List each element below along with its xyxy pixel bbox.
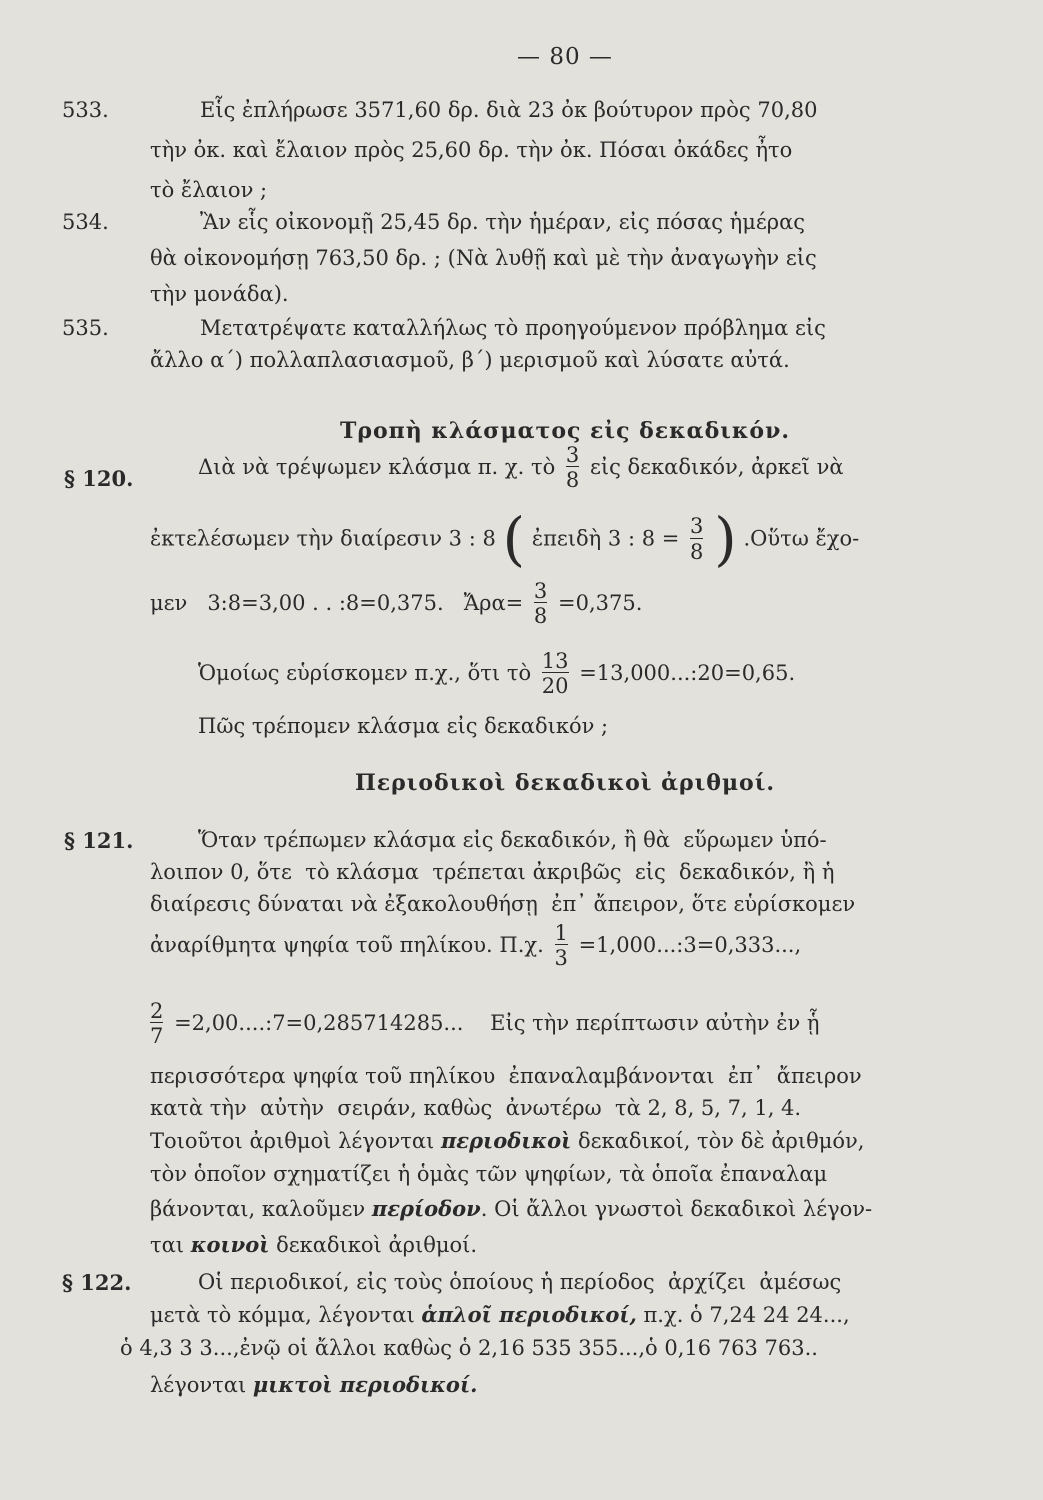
- s122-l2a: μετὰ τὸ κόμμα, λέγονται: [150, 1303, 415, 1327]
- exercise-535-line-2: ἄλλο α΄) πολλαπλασιασμοῦ, β΄) μερισμοῦ καὶ λύσατε αὐτά.: [150, 348, 790, 372]
- frac-num: 13: [541, 649, 569, 673]
- fraction-3-8-a: [566, 444, 579, 491]
- exercise-535-number: 535.: [62, 316, 109, 340]
- section-121-line-4: [150, 922, 801, 969]
- frac-num: 2: [150, 999, 164, 1023]
- s120-l2c: .Οὕτω ἔχο-: [743, 526, 860, 551]
- s121-l5b: Εἰς τὴν περίπτωσιν αὐτὴν ἐν ᾗ: [490, 1011, 820, 1036]
- s120-l3b: =0,375.: [557, 591, 643, 616]
- term-common: κοινοὶ: [190, 1232, 270, 1257]
- section-121-line-7: κατὰ τὴν αὐτὴν σειράν, καθὼς ἀνωτέρω τὰ 2, 8, 5, 7, 1, 4.: [150, 1096, 802, 1120]
- s121-l10b: . Οἱ ἄλλοι γνωστοὶ δεκαδικοὶ λέγον-: [480, 1197, 873, 1221]
- section-122-line-1: Οἱ περιοδικοί, εἰς τοὺς ὁποίους ἡ περίοδος ἀρχίζει ἀμέσως: [198, 1270, 842, 1294]
- section-121-number: § 121.: [64, 828, 134, 853]
- fraction-13-20: [542, 650, 569, 697]
- exercise-535-line-1: Μετατρέψατε καταλλήλως τὸ προηγούμενον πρόβλημα εἰς: [200, 316, 826, 340]
- exercise-533-line-2: τὴν ὀκ. καὶ ἔλαιον πρὸς 25,60 δρ. τὴν ὀκ. Πόσαι ὀκάδες ἦτο: [150, 138, 793, 162]
- frac-den: 8: [690, 539, 704, 564]
- left-paren: (: [502, 505, 526, 573]
- s120-l1b: εἰς δεκαδικόν, ἀρκεῖ νὰ: [589, 455, 844, 480]
- frac-den: 8: [533, 604, 548, 629]
- s120-l4a: Ὁμοίως εὑρίσκομεν π.χ., ὅτι τὸ: [198, 661, 532, 686]
- fraction-3-8-b: [690, 515, 703, 562]
- section-120-line-2: [150, 505, 860, 573]
- s122-l2b: π.χ. ὁ 7,24 24 24...,: [643, 1303, 850, 1327]
- s120-l4b: =13,000...:20=0,65.: [579, 661, 796, 686]
- s121-l11a: ται: [150, 1233, 185, 1257]
- exercise-534-line-1: Ἂν εἷς οἰκονομῇ 25,45 δρ. τὴν ἡμέραν, εἰς πόσας ἡμέρας: [200, 210, 806, 234]
- fraction-1-3: [555, 922, 568, 969]
- page-number: — 80 —: [517, 44, 613, 70]
- section-121-line-3: διαίρεσις δύναται νὰ ἐξακολουθήσῃ ἐπ᾿ ἄπειρον, ὅτε εὑρίσκομεν: [150, 892, 856, 916]
- section-122-line-4: [150, 1374, 477, 1396]
- section-121-line-10: [150, 1198, 872, 1220]
- frac-num: 3: [565, 443, 580, 467]
- section-120-line-5: Πῶς τρέπομεν κλάσμα εἰς δεκαδικόν ;: [198, 714, 609, 738]
- exercise-534-number: 534.: [62, 210, 109, 234]
- section-120-line-3: [150, 580, 642, 627]
- right-paren: ): [714, 505, 737, 573]
- exercise-533-number: 533.: [62, 98, 109, 122]
- section-120-number: § 120.: [64, 466, 134, 491]
- section-121-line-2: λοιπον 0, ὅτε τὸ κλάσμα τρέπεται ἀκριβῶς εἰς δεκαδικόν, ἢ ἡ: [150, 860, 835, 884]
- section-122-line-2: [150, 1304, 850, 1326]
- section-122-line-3: ὁ 4,3 3 3...,ἐνῷ οἱ ἄλλοι καθὼς ὁ 2,16 535 355...,ὁ 0,16 763 763..: [120, 1336, 818, 1360]
- section-heading-periodic-decimals: Περιοδικοὶ δεκαδικοὶ ἀριθμοί.: [354, 770, 776, 796]
- fraction-3-8-c: [534, 580, 547, 627]
- s121-l10a: βάνονται, καλοῦμεν: [150, 1197, 366, 1221]
- section-122-number: § 122.: [62, 1270, 132, 1295]
- exercise-533-line-3: τὸ ἔλαιον ;: [150, 178, 268, 202]
- exercise-534-line-2: θὰ οἰκονομήσῃ 763,50 δρ. ; (Νὰ λυθῇ καὶ μὲ τὴν ἀναγωγὴν εἰς: [150, 246, 817, 270]
- section-121-line-11: [150, 1234, 477, 1256]
- section-120-line-4: [198, 650, 795, 697]
- s120-l1a: Διὰ νὰ τρέψωμεν κλάσμα π. χ. τὸ: [198, 455, 556, 480]
- s121-l4a: ἀναρίθμητα ψηφία τοῦ πηλίκου. Π.χ.: [150, 933, 544, 958]
- section-121-line-9: τὸν ὁποῖον σχηματίζει ἡ ὁμὰς τῶν ψηφίων, τὰ ὁποῖα ἐπαναλαμ: [150, 1162, 828, 1186]
- exercise-534-line-3: τὴν μονάδα).: [150, 282, 289, 306]
- section-121-line-6: περισσότερα ψηφία τοῦ πηλίκου ἐπαναλαμβάνονται ἐπ᾿ ἄπειρον: [150, 1064, 862, 1088]
- exercise-533-line-1: Εἷς ἐπλήρωσε 3571,60 δρ. διὰ 23 ὀκ βούτυρον πρὸς 70,80: [200, 98, 818, 122]
- frac-den: 3: [554, 946, 568, 971]
- term-period: περίοδον: [371, 1196, 481, 1221]
- term-periodic: περιοδικοὶ: [440, 1128, 572, 1153]
- frac-num: 1: [554, 921, 568, 945]
- frac-num: 3: [690, 514, 704, 539]
- term-simple-periodic: ἁπλοῖ περιοδικοί,: [421, 1302, 637, 1327]
- term-mixed-periodic: μικτοὶ περιοδικοί.: [252, 1372, 478, 1397]
- fraction-2-7: [150, 1000, 163, 1047]
- s120-l2a: ἐκτελέσωμεν τὴν διαίρεσιν 3 : 8: [150, 526, 496, 551]
- section-121-line-8: [150, 1130, 864, 1152]
- s121-l4b: =1,000...:3=0,333...,: [578, 933, 802, 958]
- frac-den: 7: [150, 1024, 164, 1049]
- s121-l11b: δεκαδικοὶ ἀριθμοί.: [276, 1233, 478, 1257]
- s120-l3a: μεν 3:8=3,00 . . :8=0,375. Ἄρα=: [150, 591, 524, 616]
- s121-l8b: δεκαδικοί, τὸν δὲ ἀριθμόν,: [577, 1129, 865, 1153]
- frac-den: 8: [565, 468, 580, 493]
- s120-l2b: ἐπειδὴ 3 : 8 =: [531, 526, 680, 551]
- s121-l8a: Τοιοῦτοι ἀριθμοὶ λέγονται: [150, 1129, 435, 1153]
- frac-num: 3: [533, 579, 548, 603]
- section-120-line-1: [198, 444, 844, 491]
- section-heading-fraction-to-decimal: Τροπὴ κλάσματος εἰς δεκαδικόν.: [339, 418, 790, 444]
- s121-l5a: =2,00....:7=0,285714285...: [174, 1011, 464, 1036]
- s122-l4a: λέγονται: [150, 1373, 247, 1397]
- section-121-line-5: [150, 1000, 820, 1047]
- section-121-line-1: Ὅταν τρέπωμεν κλάσμα εἰς δεκαδικόν, ἢ θὰ εὕρωμεν ὑπό-: [198, 828, 827, 852]
- frac-den: 20: [541, 674, 569, 699]
